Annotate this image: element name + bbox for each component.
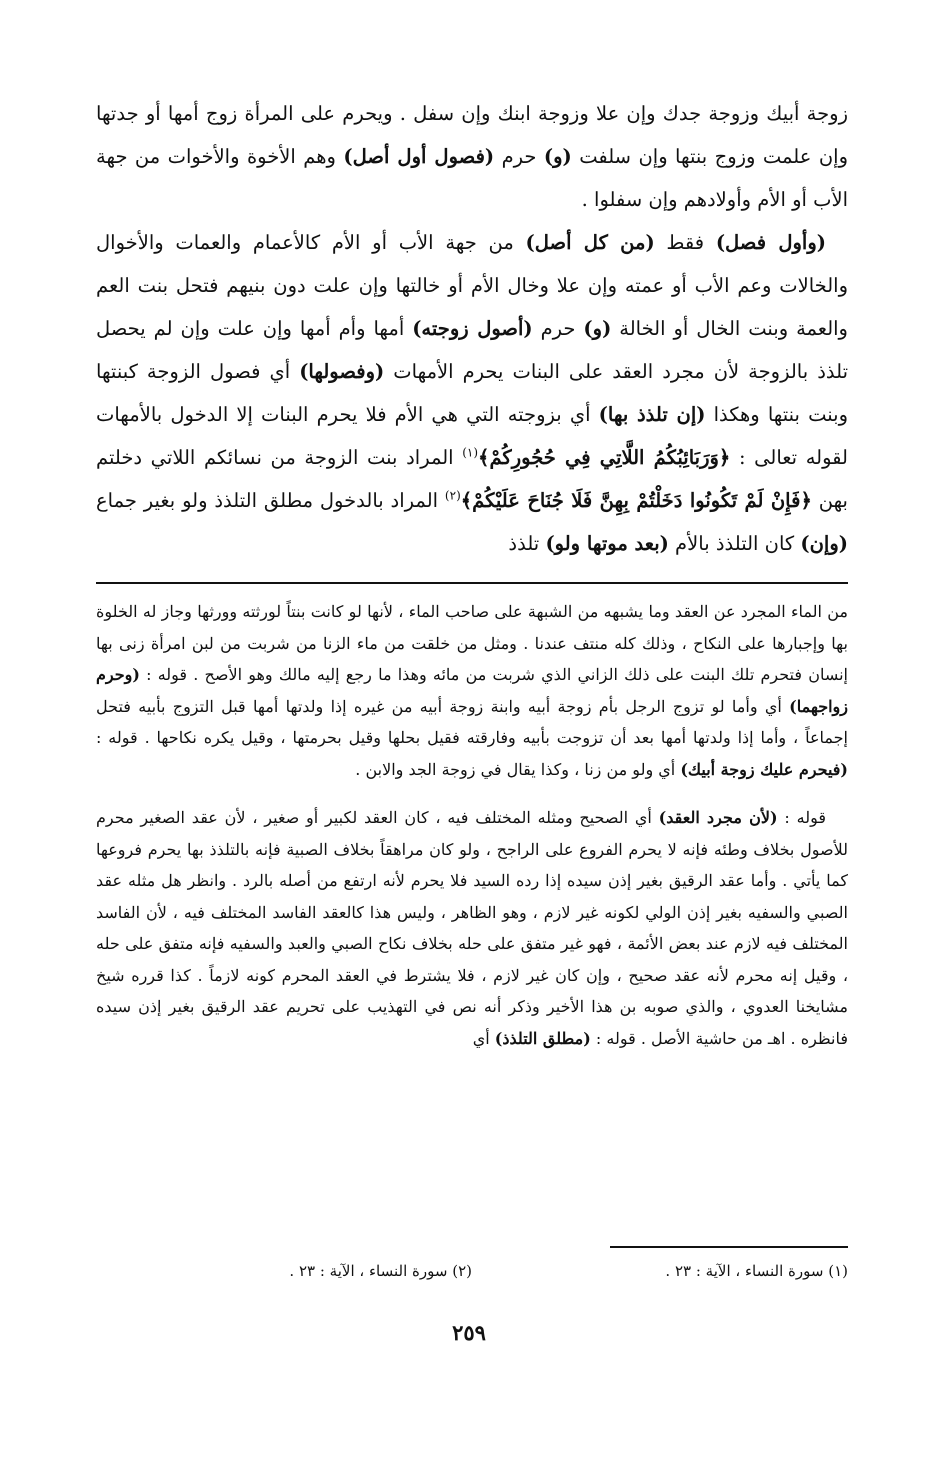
matn-term: (فصول أول أصل) (343, 145, 495, 168)
footnote-2: (٢) سورة النساء ، الآية : ٢٣ . (289, 1262, 472, 1280)
quran-verse: ﴿فَإِنْ لَمْ تَكُونُوا دَخَلْتُمْ بِهِنَّ فَلَا جُنَاحَ عَلَيْكُمْ﴾ (460, 489, 812, 512)
main-separator-line (96, 582, 848, 584)
footnotes (248, 1262, 848, 1292)
footnote-ref-2: (٢) (444, 488, 461, 503)
main-paragraph-2 (96, 221, 848, 565)
main-text-span: المراد بالدخول مطلق التلذذ ولو بغير جماع (96, 489, 445, 512)
main-paragraph-1 (96, 92, 848, 221)
commentary-text: من الماء المجرد عن العقد وما يشبهه من الشبهة على صاحب الماء ، لأنها لو كانت بنتاً لورثته وورثها وجاز له الخلوة بها وإجبارها على النكاح ، وذلك كله منتف عندنا . ومثل من خلقت من ماء الزنا من شربت من لبن امرأة زنى بها إنسان فتحرم تلك البنت على ذلك الزاني الذي شربت من مائه وهذا ما رجع إليه مالك وهو الأصح . قوله : (96, 602, 848, 684)
commentary-text: أي (472, 1028, 495, 1048)
quran-verse: ﴿وَرَبَائِبُكُمُ اللَّاتِي فِي حُجُورِكُمْ﴾ (478, 446, 731, 469)
commentary-term: (وحرم زواجهما) (96, 665, 848, 716)
footnote-1: (١) سورة النساء ، الآية : ٢٣ . (665, 1262, 848, 1280)
page-number: ٢٥٩ (452, 1320, 486, 1345)
commentary-text: أي ولو من زنا ، وكذا يقال في زوجة الجد والابن . (355, 759, 681, 779)
commentary-paragraph-2 (96, 802, 848, 1054)
main-text-span: زوجة أبيك وزوجة جدك وإن علا وزوجة ابنك وإن سفل . ويحرم على المرأة زوج أمها أو جدتها وإن علمت وزوج بنتها وإن سلفت (96, 102, 848, 168)
matn-term: (وفصولها) (299, 360, 385, 383)
commentary-text: أي وأما لو تزوج الرجل بأم زوجة أبيه وابنة زوجة أبيه من غيره إذا ولدتها أمها قبل التزوج بأبيه فتحل إجماعاً ، وأما إذا ولدتها أمها بعد أن تزوجت بأبيه وفارقته فقيل بحلها وقيل بحرمتها ، وقيل يكره نكاحها . قوله : (96, 696, 848, 747)
commentary-paragraph-1 (96, 596, 848, 785)
matn-term: (أصول زوجته) (412, 317, 533, 340)
footnote-separator-line (610, 1246, 848, 1248)
commentary-term: (فيحرم عليك زوجة أبيك) (680, 759, 848, 779)
matn-term: (من كل أصل) (525, 231, 655, 254)
commentary-term: (لأن مجرد العقد) (658, 808, 778, 827)
main-text-span: أمها وأم أمها وإن علت وإن لم يحصل تلذذ بالزوجة لأن مجرد العقد على البنات يحرم الأمهات (96, 317, 849, 383)
matn-term: (وإن) (800, 532, 848, 555)
matn-term: (و) (583, 317, 612, 340)
commentary-text: أي الصحيح ومثله المختلف فيه ، كان العقد لكبير أو صغير ، لأن عقد الصغير محرم للأصول بخلاف وطئه فإنه لا يحرم الفروع على الراجح ، ولو كان مراهقاً بخلاف الصبية فإنه بالتلذذ بها يحرم فروعها كما يأتي . وأما عقد الرقيق بغير إذن سيده إذا رده السيد فلا يحرم لأنه ارتفع من أصله بالرد . وانظر هل مثله عقد الصبي والسفيه بغير إذن الولي لكونه غير لازم ، وهو الظاهر ، وليس هذا كالعقد الفاسد المختلف فيه ، لأن الفاسد المختلف فيه لازم عند بعض الأئمة ، فهو غير متفق على حله بخلاف نكاح الصبي والعبد والسفيه فإنه متفق على حله ، وقيل إنه محرم لأنه عقد صحيح ، وإن كان غير لازم ، فلا يشترط في العقد المحرم كونه لازماً . كذا قرره شيخ مشايخنا العدوي ، والذي صوبه بن هذا الأخير وذكر أنه نص في التهذيب على تحريم عقد الرقيق بغير إذن سيده فانظره . اهـ من حاشية الأصل . قوله : (96, 808, 848, 1048)
matn-term: (وأول فصل) (715, 231, 826, 254)
matn-term: (إن تلذذ بها) (598, 403, 706, 426)
main-text-span: فقط (654, 231, 716, 254)
main-text-span: من جهة الأب أو الأم كالأعمام والعمات والأخوال والخالات وعم الأب أو عمته وإن علا وخال الأم أو خالتها وإن علت دون بنيهم فتحل بنت العم والعمة وبنت الخال أو الخالة (96, 231, 848, 340)
commentary-text: قوله : (777, 808, 826, 827)
commentary-block (96, 596, 848, 1054)
main-text-span: كان التلذذ بالأم (668, 532, 801, 555)
main-text-span: أي بزوجته التي هي الأم فلا يحرم البنات إلا الدخول بالأمهات لقوله تعالى : (96, 403, 848, 469)
main-text-span: حرم (532, 317, 584, 340)
main-text-span: تلذذ (508, 532, 546, 555)
matn-term: (بعد موتها ولو) (545, 532, 669, 555)
main-text-block (96, 92, 848, 565)
commentary-term: (مطلق التلذذ) (494, 1028, 591, 1048)
footnote-ref-1: (١) (462, 445, 479, 460)
matn-term: (و) (543, 145, 572, 168)
main-text-span: وهم الأخوة والأخوات من جهة الأب أو الأم وأولادهم وإن سفلوا . (96, 145, 848, 211)
main-text-span: المراد بنت الزوجة من نسائكم اللاتي دخلتم بهن (96, 446, 848, 512)
main-text-span: حرم (494, 145, 544, 168)
main-text-span: أي فصول الزوجة كبنتها وبنت بنتها وهكذا (96, 360, 848, 426)
